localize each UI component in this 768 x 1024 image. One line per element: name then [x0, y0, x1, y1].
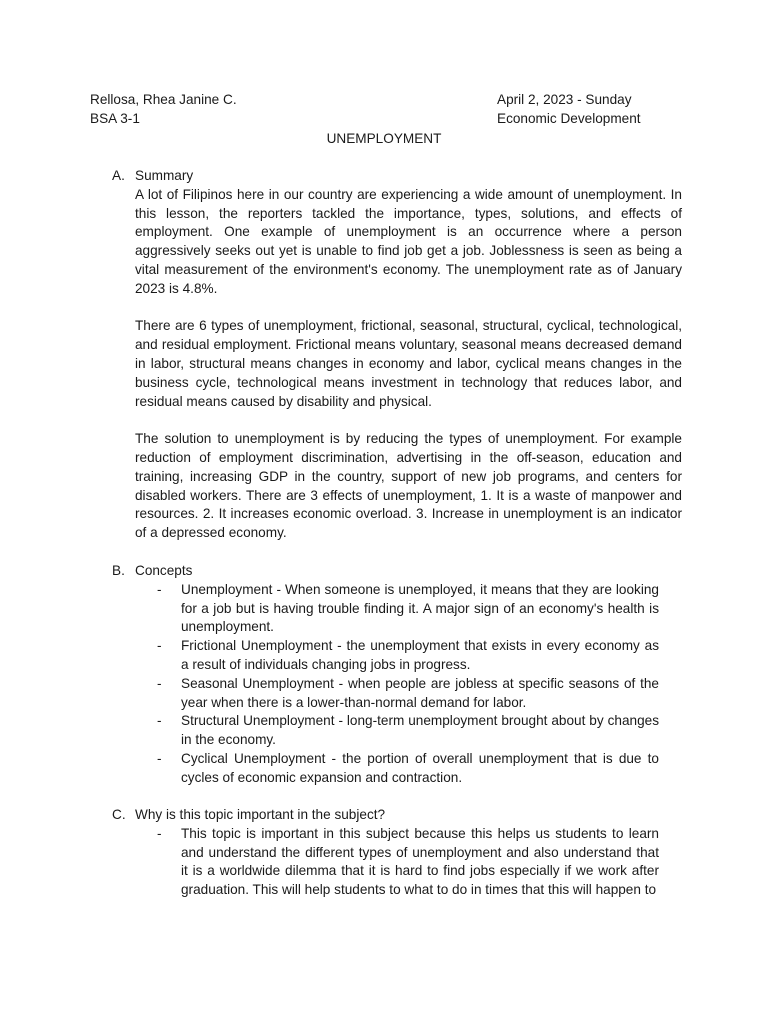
- section-title: Concepts: [135, 563, 193, 578]
- bullet-dash: -: [157, 581, 162, 597]
- list-item-text: This topic is important in this subject because this helps us students to learn and understand the different types of unemployment and also understand that it is a worldwide dilemma that it is hard to find jobs especially if we work after graduation. This will help students to what to do in times that this will happen to: [181, 825, 659, 898]
- document-title: UNEMPLOYMENT: [326, 131, 442, 146]
- section-heading: [112, 806, 682, 825]
- list-item: [157, 825, 659, 900]
- summary-paragraph: A lot of Filipinos here in our country are experiencing a wide amount of unemployment. In this lesson, the reporters tackled the importance, types, solutions, and effects of employment. One example of unemployment is an occurrence where a person aggressively seeks out yet is unable to find job get a job. Joblessness is seen as being a vital measurement of the environment's economy. The unemployment rate as of January 2023 is 4.8%.: [135, 186, 682, 296]
- subject-name: Economic Development: [497, 110, 641, 126]
- list-item: [157, 675, 659, 713]
- summary-paragraph: There are 6 types of unemployment, frictional, seasonal, structural, cyclical, technological, and residual employment. Frictional means voluntary, seasonal means decreased demand in labor, structural means changes in economy and labor, cyclical means changes in the business cycle, technological means investment in technology that reduces labor, and residual means caused by disability and physical.: [135, 318, 682, 409]
- section-heading: [112, 562, 682, 581]
- bullet-dash: -: [157, 713, 162, 729]
- section-title: Why is this topic important in the subject?: [135, 807, 386, 822]
- list-item-text: Seasonal Unemployment - when people are jobless at specific seasons of the year when there is a lower-than-normal demand for labor.: [181, 675, 659, 710]
- section-summary: [112, 167, 682, 543]
- section-letter: A.: [112, 168, 125, 183]
- list-item-text: Frictional Unemployment - the unemployment that exists in every economy as a result of individuals changing jobs in progress.: [181, 638, 659, 672]
- summary-paragraph: The solution to unemployment is by reducing the types of unemployment. For example reduction of employment discrimination, advertising in the off-season, education and training, increasing GDP in the country, support of new job programs, and centers for disabled workers. There are 3 effects of unemployment, 1. It is a waste of manpower and resources. 2. It increases economic overload. 3. Increase in unemployment is an indicator of a depressed economy.: [135, 431, 682, 541]
- bullet-dash: -: [157, 638, 162, 654]
- section-heading: [112, 167, 682, 186]
- concepts-list: [157, 581, 659, 788]
- section-letter: B.: [112, 563, 125, 578]
- importance-list: [157, 825, 659, 900]
- list-item: [157, 712, 659, 750]
- header-left: [90, 91, 237, 129]
- list-item: [157, 581, 659, 637]
- section-title: Summary: [135, 168, 194, 183]
- bullet-dash: -: [157, 750, 162, 766]
- list-item: [157, 750, 659, 788]
- student-section: BSA 3-1: [90, 110, 140, 126]
- list-item-text: Cyclical Unemployment - the portion of overall unemployment that is due to cycles of economic expansion and contraction.: [181, 750, 659, 785]
- student-name: Rellosa, Rhea Janine C.: [90, 92, 237, 107]
- document-date: April 2, 2023 - Sunday: [497, 92, 632, 107]
- bullet-dash: -: [157, 825, 162, 841]
- bullet-dash: -: [157, 675, 162, 691]
- list-item: [157, 637, 659, 675]
- section-letter: C.: [112, 807, 126, 822]
- header-right: [497, 91, 641, 129]
- list-item-text: Structural Unemployment - long-term unemployment brought about by changes in the economy.: [181, 713, 659, 748]
- section-importance: [112, 806, 682, 900]
- section-concepts: [112, 562, 682, 788]
- list-item-text: Unemployment - When someone is unemployed, it means that they are looking for a job but is having trouble finding it. A major sign of an economy's health is unemployment.: [181, 581, 659, 635]
